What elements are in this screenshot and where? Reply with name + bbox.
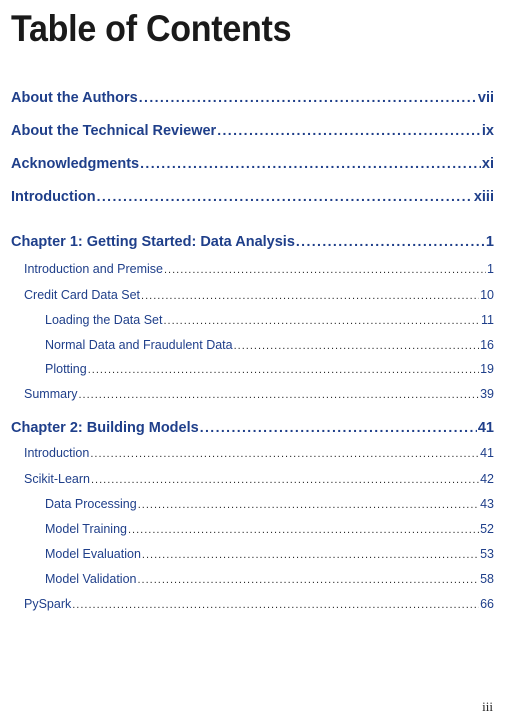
toc-entry-label: Introduction <box>11 189 96 205</box>
toc-section-page: 19 <box>480 362 494 376</box>
dot-leader <box>142 549 479 561</box>
toc-entry-page: ix <box>481 123 494 139</box>
toc-section-page: 52 <box>480 522 494 536</box>
dot-leader <box>217 122 481 138</box>
toc-section-page: 1 <box>487 262 494 276</box>
dot-leader <box>72 599 479 611</box>
toc-section-pyspark[interactable] <box>24 597 494 611</box>
toc-section-label: Model Validation <box>45 572 137 586</box>
toc-section-page: 42 <box>480 472 494 486</box>
dot-leader <box>138 574 480 586</box>
toc-section-scikit-learn[interactable] <box>24 472 494 486</box>
toc-section-page: 53 <box>480 547 494 561</box>
toc-section-label: Model Evaluation <box>45 547 141 561</box>
toc-subsection-plotting[interactable] <box>45 362 494 376</box>
toc-section-page: 41 <box>480 446 494 460</box>
toc-section-page: 11 <box>481 313 494 327</box>
page-number: iii <box>482 699 493 714</box>
dot-leader <box>234 340 479 352</box>
toc-section-label: Scikit-Learn <box>24 472 90 486</box>
dot-leader <box>88 364 479 376</box>
toc-section-label: Plotting <box>45 362 87 376</box>
dot-leader <box>91 474 479 486</box>
toc-entry-about-authors[interactable] <box>11 89 494 106</box>
toc-entry-page: xiii <box>473 189 494 205</box>
toc-chapter-page: 41 <box>477 420 494 436</box>
dot-leader <box>200 419 477 435</box>
dot-leader <box>138 499 479 511</box>
toc-section-page: 43 <box>480 497 494 511</box>
toc-chapter-2[interactable] <box>11 419 494 436</box>
toc-subsection-loading-data-set[interactable] <box>45 313 494 327</box>
toc-entry-introduction[interactable] <box>11 188 494 205</box>
dot-leader <box>78 389 479 401</box>
toc-section-credit-card-data-set[interactable] <box>24 288 494 302</box>
toc-section-label: Summary <box>24 387 78 401</box>
toc-subsection-data-processing[interactable] <box>45 497 494 511</box>
toc-entry-label: About the Technical Reviewer <box>11 123 217 139</box>
dot-leader <box>140 155 481 171</box>
toc-section-label: Model Training <box>45 522 127 536</box>
toc-section-page: 10 <box>480 288 494 302</box>
toc-subsection-model-training[interactable] <box>45 522 494 536</box>
toc-subsection-model-evaluation[interactable] <box>45 547 494 561</box>
toc-entry-label: About the Authors <box>11 90 138 106</box>
dot-leader <box>163 315 480 327</box>
dot-leader <box>139 89 477 105</box>
toc-entry-acknowledgments[interactable] <box>11 155 494 172</box>
toc-section-label: Introduction and Premise <box>24 262 163 276</box>
dot-leader <box>141 290 479 302</box>
page-title: Table of Contents <box>11 8 292 49</box>
toc-chapter-page: 1 <box>485 234 494 250</box>
toc-section-introduction-and-premise[interactable] <box>24 262 494 276</box>
toc-entry-technical-reviewer[interactable] <box>11 122 494 139</box>
toc-section-summary[interactable] <box>24 387 494 401</box>
toc-section-introduction[interactable] <box>24 446 494 460</box>
toc-section-label: Introduction <box>24 446 90 460</box>
toc-entry-label: Acknowledgments <box>11 156 140 172</box>
toc-section-page: 39 <box>480 387 494 401</box>
toc-chapter-label: Chapter 2: Building Models <box>11 420 199 436</box>
toc-chapter-label: Chapter 1: Getting Started: Data Analysis <box>11 234 295 250</box>
dot-leader <box>97 188 473 204</box>
dot-leader <box>90 448 479 460</box>
dot-leader <box>164 264 486 276</box>
toc-section-label: Data Processing <box>45 497 137 511</box>
toc-entry-page: xi <box>481 156 494 172</box>
toc-entry-page: vii <box>477 90 494 106</box>
toc-section-label: PySpark <box>24 597 72 611</box>
toc-subsection-normal-and-fraudulent-data[interactable] <box>45 338 494 352</box>
toc-section-label: Loading the Data Set <box>45 313 163 327</box>
dot-leader <box>128 524 479 536</box>
toc-chapter-1[interactable] <box>11 233 494 250</box>
toc-section-label: Credit Card Data Set <box>24 288 141 302</box>
toc-section-page: 58 <box>480 572 494 586</box>
toc-section-page: 66 <box>480 597 494 611</box>
toc-section-label: Normal Data and Fraudulent Data <box>45 338 233 352</box>
dot-leader <box>296 233 485 249</box>
toc-subsection-model-validation[interactable] <box>45 572 494 586</box>
toc-section-page: 16 <box>480 338 494 352</box>
